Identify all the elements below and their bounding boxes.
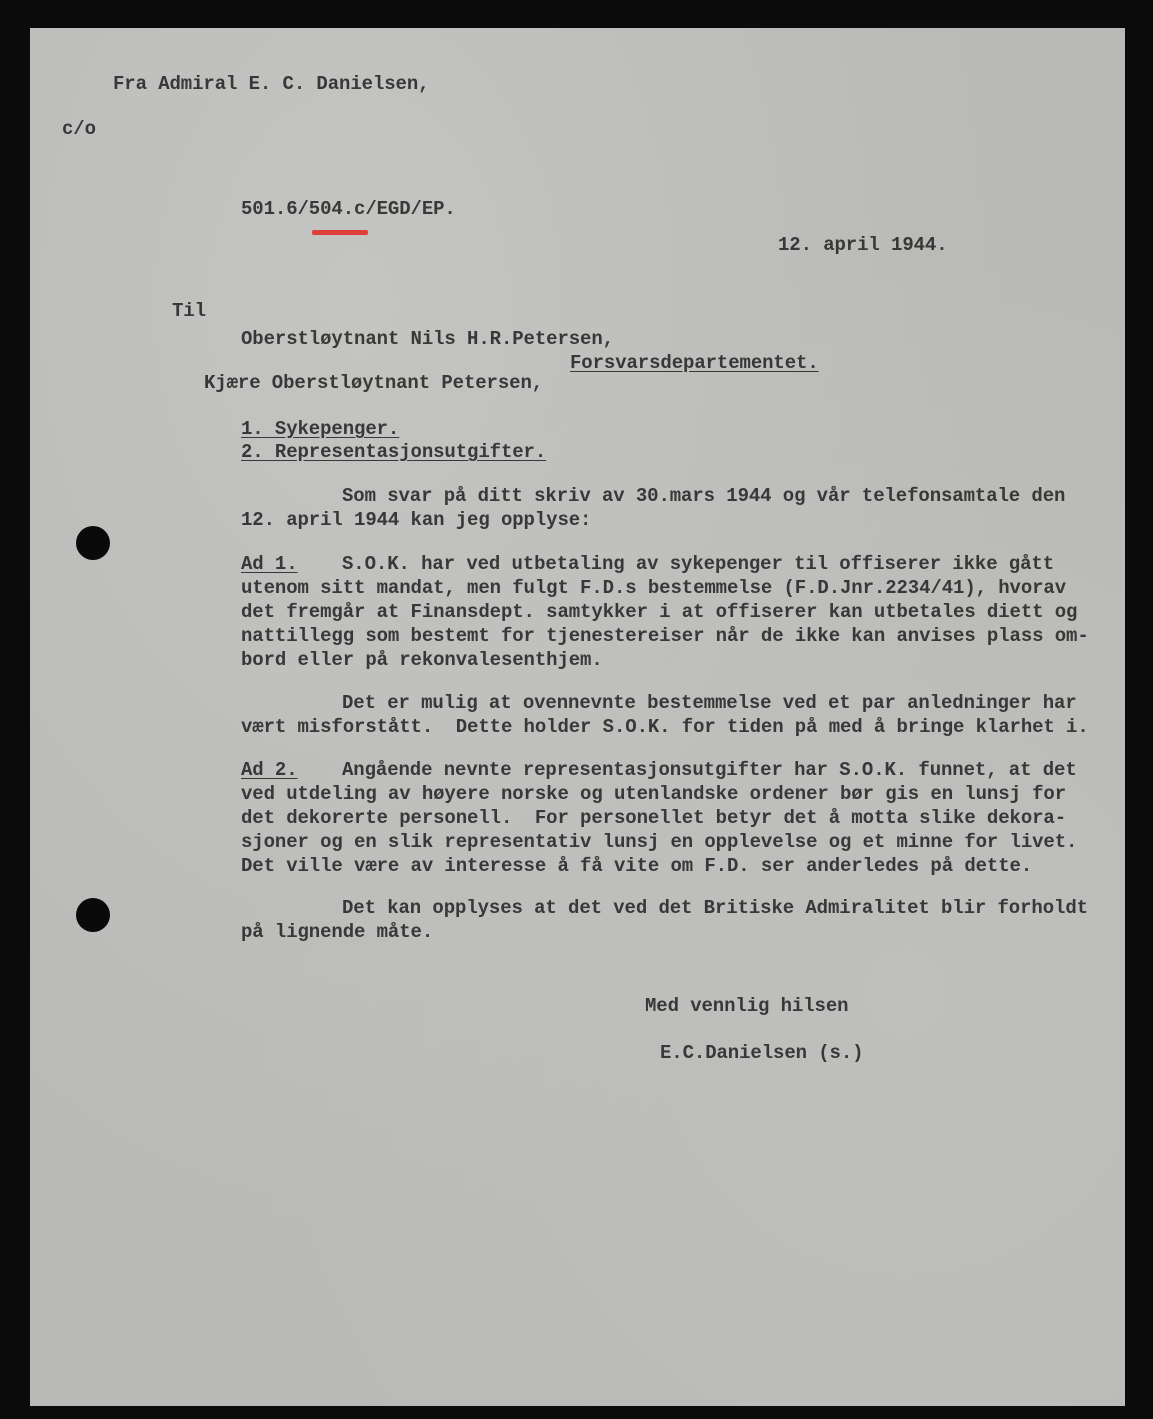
ad1-line: nattillegg som bestemt for tjenestereiser når de ikke kan anvises plass om- bbox=[241, 625, 1089, 647]
intro-line: Som svar på ditt skriv av 30.mars 1944 og vår telefonsamtale den bbox=[342, 485, 1066, 507]
signature-name: E.C.Danielsen (s.) bbox=[660, 1042, 864, 1064]
ad1-label: Ad 1. bbox=[241, 553, 298, 575]
ad2-line: sjoner og en slik representativ lunsj en opplevelse og et minne for livet. bbox=[241, 831, 1078, 853]
ad1-note-line: Det er mulig at ovennevnte bestemmelse ved et par anledninger har bbox=[342, 692, 1077, 714]
red-underline-mark bbox=[312, 230, 368, 235]
ad2-label: Ad 2. bbox=[241, 759, 298, 781]
ad2-line: ved utdeling av høyere norske og utenlandske ordener bør gis en lunsj for bbox=[241, 783, 1067, 805]
ad1-note-line: vært misforstått. Dette holder S.O.K. for tiden på med å bringe klarhet i. bbox=[241, 716, 1089, 738]
department: Forsvarsdepartementet. bbox=[570, 352, 819, 374]
ad2-line: Angående nevnte representasjonsutgifter har S.O.K. funnet, at det bbox=[342, 759, 1077, 781]
closing-note-line: på lignende måte. bbox=[241, 921, 434, 943]
punch-hole bbox=[76, 898, 110, 932]
intro-line: 12. april 1944 kan jeg opplyse: bbox=[241, 509, 592, 531]
letter-date: 12. april 1944. bbox=[778, 234, 948, 256]
ad1-line: utenom sitt mandat, men fulgt F.D.s bestemmelse (F.D.Jnr.2234/41), hvorav bbox=[241, 577, 1067, 599]
subject-2: 2. Representasjonsutgifter. bbox=[241, 441, 547, 463]
care-of: c/o bbox=[62, 118, 96, 140]
ad2-line: Det ville være av interesse å få vite om F.D. ser anderledes på dette. bbox=[241, 855, 1033, 877]
ad1-line: det fremgår at Finansdept. samtykker i at offiserer kan utbetales diett og bbox=[241, 601, 1078, 623]
closing-greeting: Med vennlig hilsen bbox=[645, 995, 849, 1017]
ad1-line: bord eller på rekonvalesenthjem. bbox=[241, 649, 603, 671]
sender-line: Fra Admiral E. C. Danielsen, bbox=[113, 73, 430, 95]
recipient: Oberstløytnant Nils H.R.Petersen, bbox=[241, 328, 614, 350]
ad1-line: S.O.K. har ved utbetaling av sykepenger til offiserer ikke gått bbox=[342, 553, 1055, 575]
salutation: Kjære Oberstløytnant Petersen, bbox=[204, 372, 544, 394]
ad2-line: det dekorerte personell. For personellet betyr det å motta slike dekora- bbox=[241, 807, 1067, 829]
to-label: Til bbox=[172, 300, 206, 322]
reference-number: 501.6/504.c/EGD/EP. bbox=[241, 198, 456, 220]
punch-hole bbox=[76, 526, 110, 560]
closing-note-line: Det kan opplyses at det ved det Britiske Admiralitet blir forholdt bbox=[342, 897, 1088, 919]
subject-1: 1. Sykepenger. bbox=[241, 418, 400, 440]
